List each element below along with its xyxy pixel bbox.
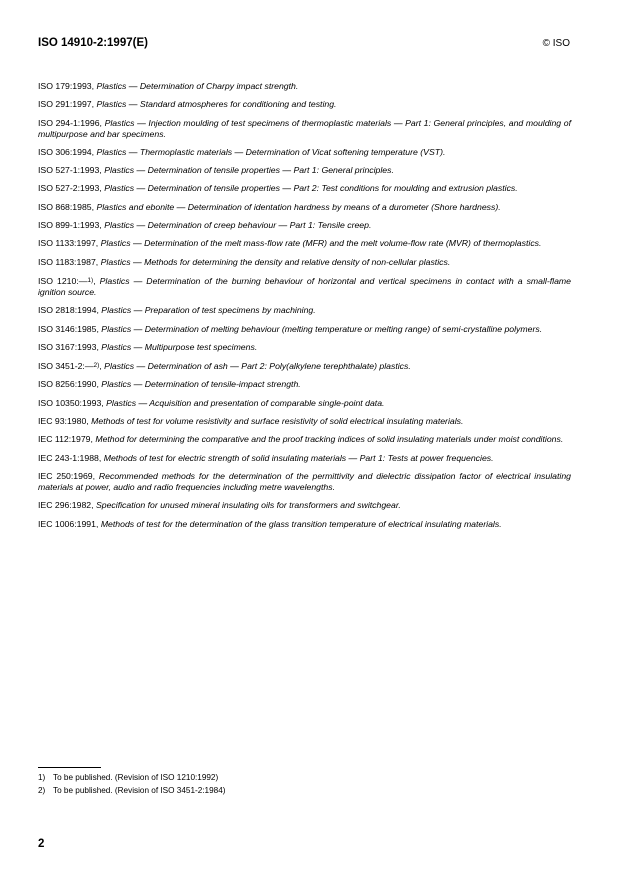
reference-item [38,416,571,427]
reference-id: ISO 527-2:1993, [38,183,102,194]
reference-item [38,305,571,316]
reference-title: Plastics — Determination of tensile properties — Part 2: Test conditions for moulding and extrusion plastics. [104,183,518,194]
reference-item [38,165,571,176]
reference-title: Method for determining the comparative and the proof tracking indices of solid insulating materials under moist conditions. [95,434,564,445]
reference-title: Specification for unused mineral insulating oils for transformers and switchgear. [95,500,401,511]
reference-item [38,519,571,530]
reference-item [38,118,571,140]
reference-title: Plastics — Preparation of test specimens by machining. [101,305,316,316]
reference-id: ISO 291:1997, [38,99,95,110]
reference-id: ISO 1133:1997, [38,238,99,249]
reference-id: ISO 294-1:1996, [38,117,102,128]
reference-item [38,398,571,409]
reference-item [38,202,571,213]
reference-item: ISO 3451-2:—$^{2)}$, Plastics — Determination of ash — Part 2: Poly(alkylene terephthalate) plastics. [38,361,411,372]
reference-id: ISO 899-1:1993, [38,220,102,231]
reference-item [38,342,571,353]
reference-title: Plastics — Determination of Charpy impact strength. [96,81,299,91]
reference-item [38,453,571,464]
page-number: 2 [38,838,45,850]
reference-title: Plastics — Multipurpose test specimens. [101,341,258,352]
reference-list [38,81,571,537]
reference-item [38,99,571,110]
footnote-number: 2) [38,785,46,795]
reference-id: ISO 3146:1985, [38,323,99,334]
footnote-text: To be published. (Revision of ISO 3451-2:1984) [53,785,226,795]
reference-title: Methods of test for the determination of the glass transition temperature of electrical insulating materials. [100,518,502,529]
footnote-text: To be published. (Revision of ISO 1210:1992) [53,773,219,782]
reference-id: ISO 8256:1990, [38,379,99,390]
reference-item [38,324,571,335]
reference-title: Plastics and ebonite — Determination of identation hardness by means of a durometer (Shore hardness). [96,201,501,212]
reference-id: ISO 179:1993, [38,81,95,91]
reference-id: ISO 3167:1993, [38,341,99,352]
reference-title: Plastics — Determination of melting behaviour (melting temperature or melting range) of semi-crystalline polymers. [101,323,543,334]
reference-item [38,434,571,445]
reference-id: IEC 250:1969, [38,470,96,481]
footnote [38,785,226,798]
reference-id: IEC 243-1:1988, [38,452,102,463]
reference-title: Plastics — Determination of tensile properties — Part 1: General principles. [104,165,394,176]
footnote-number: 1) [38,773,46,782]
reference-id: ISO 306:1994, [38,146,95,157]
reference-item [38,500,571,511]
reference-item [38,220,571,231]
reference-id: IEC 112:1979, [38,434,93,445]
reference-id: ISO 868:1985, [38,201,95,212]
reference-title: Plastics — Acquisition and presentation of comparable single-point data. [106,397,385,408]
reference-title: Methods of test for volume resistivity and surface resistivity of solid electrical insulating materials. [91,416,464,427]
reference-id: ISO 1210:— [38,275,88,286]
reference-item [38,257,571,268]
footnote-marker: 1) [87,276,94,284]
reference-id: ISO 3451-2:— [38,361,94,372]
reference-title: Plastics — Determination of tensile-impact strength. [101,379,301,390]
copyright-notice: © ISO [542,38,570,49]
footnote-marker: 2) [93,362,100,370]
footnote-divider [38,767,101,768]
footnotes [38,772,226,797]
reference-id: ISO 2818:1994, [38,305,99,316]
reference-id: IEC 1006:1991, [38,518,99,529]
reference-id: IEC 93:1980, [38,416,89,427]
reference-title: Recommended methods for the determination of the permittivity and dielectric dissipation factor of electrical insulating materials at power, audio and radio frequencies including metre wavelengths. [38,470,571,492]
reference-title: Plastics — Determination of ash — Part 2: Poly(alkylene terephthalate) plastics. [104,361,411,372]
footnote [38,772,226,785]
reference-item [38,147,571,158]
reference-title: Methods of test for electric strength of solid insulating materials — Part 1: Tests at power frequencies. [103,452,494,463]
reference-item [38,183,571,194]
reference-title: Plastics — Determination of creep behaviour — Part 1: Tensile creep. [104,220,372,231]
reference-id: IEC 296:1982, [38,500,94,511]
reference-item [38,471,571,493]
reference-title: Plastics — Standard atmospheres for conditioning and testing. [96,99,337,110]
reference-item [38,379,571,390]
reference-item: ISO 1210:—$^{1)}$, Plastics — Determination of the burning behaviour of horizontal and vertical specimens in contact with a small-flame ignition source. [38,275,571,297]
reference-title: Plastics — Determination of the melt mass-flow rate (MFR) and the melt volume-flow rate (MVR) of thermoplastics. [100,238,542,249]
reference-title: Plastics — Thermoplastic materials — Determination of Vicat softening temperature (VST). [96,146,446,157]
reference-id: ISO 1183:1987, [38,256,99,267]
reference-item [38,81,571,92]
reference-title: Plastics — Methods for determining the density and relative density of non-cellular plastics. [100,256,451,267]
reference-id: ISO 527-1:1993, [38,165,102,176]
document-id: ISO 14910-2:1997(E) [38,37,148,49]
reference-title: Plastics — Determination of the burning behaviour of horizontal and vertical specimens in contact with a small-flame ignition source. [38,275,571,297]
reference-item [38,238,571,249]
reference-id: ISO 10350:1993, [38,397,104,408]
reference-title: Plastics — Injection moulding of test specimens of thermoplastic materials — Part 1: General principles, and moulding of multipurpose and bar specimens. [38,117,571,139]
